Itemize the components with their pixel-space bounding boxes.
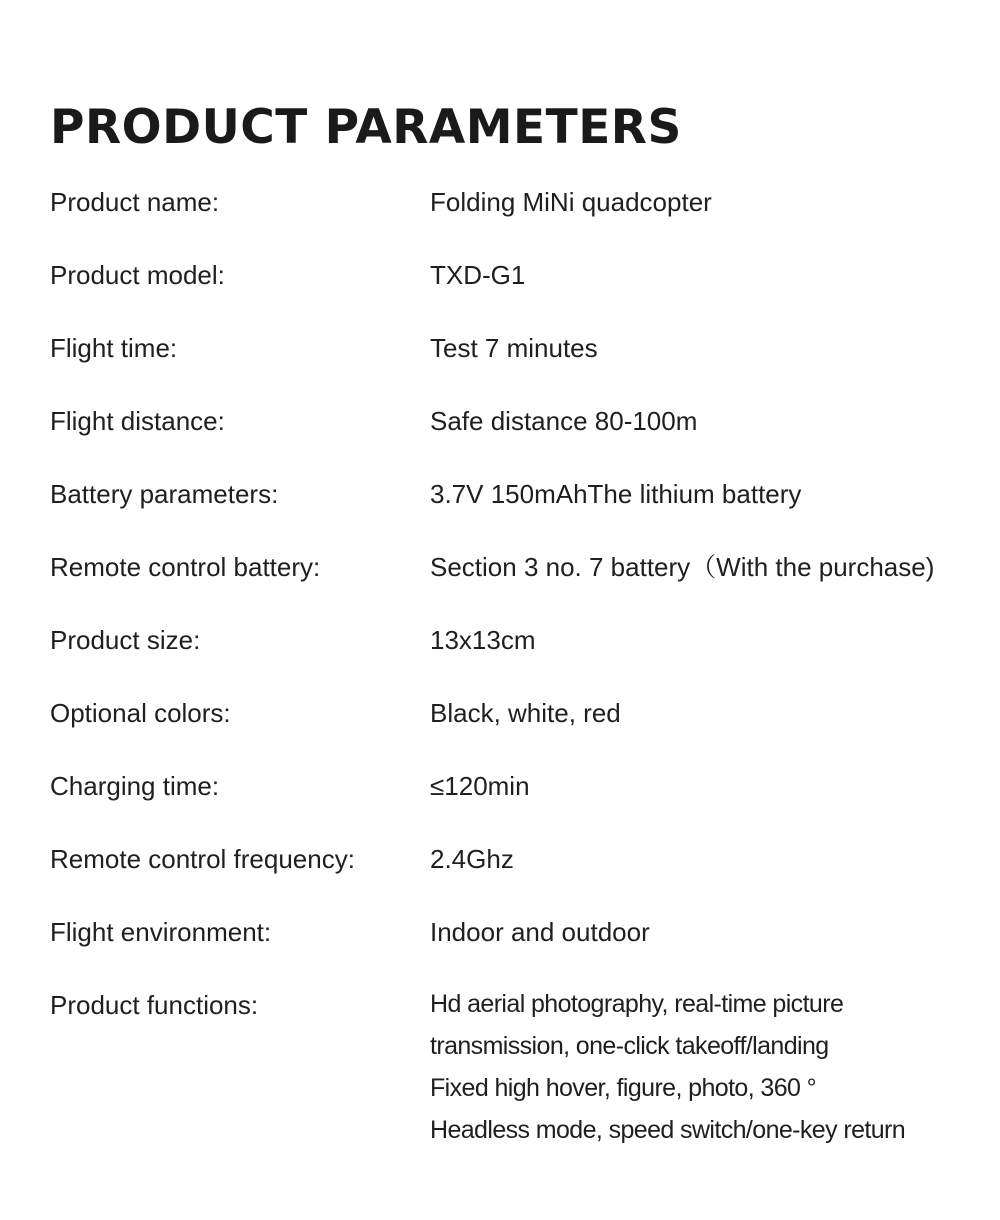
spec-row-flight-time [50,326,990,399]
function-line: Fixed high hover, figure, photo, 360 ° [430,1074,817,1102]
spec-row-battery-parameters [50,472,990,545]
spec-list [50,180,990,1151]
spec-row-product-model [50,253,990,326]
product-functions-list [430,983,990,1151]
spec-value: 13x13cm [430,625,536,655]
spec-label: Optional colors: [50,698,231,728]
function-line: Hd aerial photography, real-time picture [430,990,844,1018]
spec-label: Remote control battery: [50,552,321,582]
spec-value: Test 7 minutes [430,333,598,363]
spec-label: Product functions: [50,990,259,1020]
spec-row-charging-time [50,764,990,837]
spec-value: 3.7V 150mAhThe lithium battery [430,479,802,509]
spec-label: Product size: [50,625,201,655]
spec-row-flight-environment [50,910,990,983]
spec-label: Battery parameters: [50,479,279,509]
spec-value: Indoor and outdoor [430,917,650,947]
spec-value: Section 3 no. 7 battery（With the purchase) [430,552,935,582]
spec-value: Folding MiNi quadcopter [430,187,712,217]
spec-row-product-name [50,180,990,253]
spec-label: Flight time: [50,333,178,363]
spec-row-remote-control-battery [50,545,990,618]
spec-value: Safe distance 80-100m [430,406,698,436]
spec-row-flight-distance [50,399,990,472]
function-line: transmission, one-click takeoff/landing [430,1032,829,1060]
spec-label: Remote control frequency: [50,844,355,874]
page-title: PRODUCT PARAMETERS [50,100,682,155]
spec-row-product-functions [50,983,990,1151]
spec-label: Charging time: [50,771,220,801]
spec-value: Black, white, red [430,698,621,728]
spec-label: Product name: [50,187,220,217]
spec-label: Product model: [50,260,225,290]
spec-value: TXD-G1 [430,260,526,290]
function-line: Headless mode, speed switch/one-key return [430,1116,906,1144]
spec-value: 2.4Ghz [430,844,514,874]
spec-value: ≤120min [430,771,530,801]
spec-row-product-size [50,618,990,691]
spec-label: Flight environment: [50,917,272,947]
spec-row-optional-colors [50,691,990,764]
spec-row-remote-control-frequency [50,837,990,910]
spec-label: Flight distance: [50,406,225,436]
